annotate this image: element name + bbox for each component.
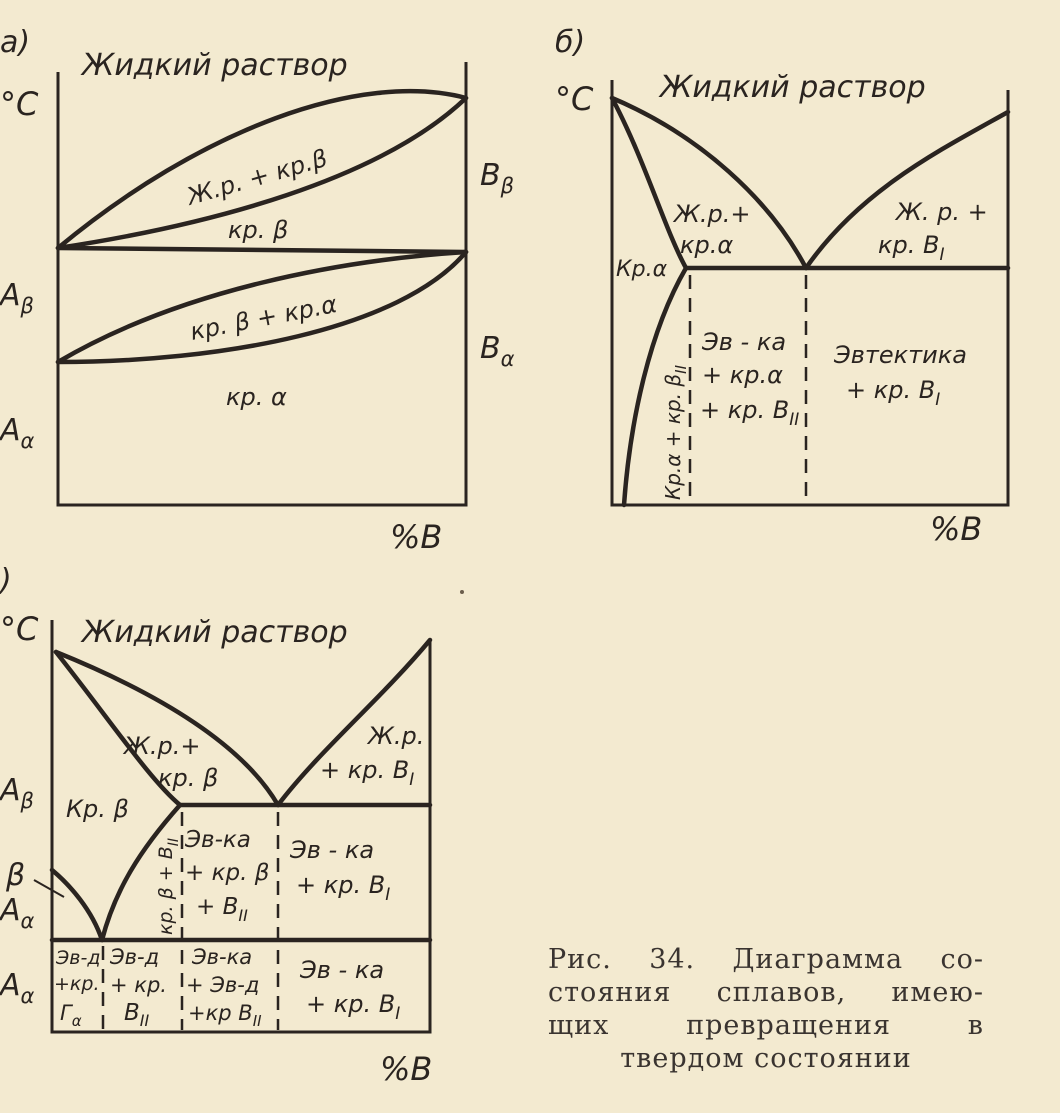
diagram-a-region-liquid-beta: Ж.р. + кр.β bbox=[183, 144, 331, 211]
diagram-a-x-label: %B bbox=[390, 518, 443, 556]
caption-line: щих превращения в bbox=[548, 1010, 984, 1041]
diagram-a-temp-unit: °C bbox=[0, 85, 39, 123]
diagram-b-liquid-B-2: кр. $B_I$ bbox=[878, 231, 945, 265]
diagram-c-liquid-B-2: + кр. $B_I$ bbox=[320, 756, 415, 790]
diagram-c-A-alpha-1: $A_\alpha$ bbox=[0, 893, 35, 933]
diagram-a-A-beta: $A_\beta$ bbox=[0, 278, 34, 318]
diagram-b-liquid-B-1: Ж. р. + bbox=[896, 198, 988, 226]
diagram-c-eutectoid-alpha-1: Эв-д bbox=[56, 947, 101, 969]
diagram-c-beta-pointer bbox=[34, 880, 64, 897]
diagram-b-eutectic-mix-2: + кр.α bbox=[702, 361, 783, 389]
diagram-b-liquid-alpha-2: кр.α bbox=[680, 231, 734, 259]
diagram-a-B-alpha: $B_\alpha$ bbox=[480, 331, 515, 371]
diagram-b-eutectic-mix-1: Эв - ка bbox=[702, 328, 787, 356]
diagram-c-liquid-label: Жидкий раствор bbox=[82, 615, 348, 650]
diagram-b-liquid-label: Жидкий раствор bbox=[660, 70, 926, 105]
diagram-c-eutectoid-alpha-2: +кр. bbox=[54, 973, 100, 995]
diagram-c-eutectic-B-1: Эв - ка bbox=[290, 836, 375, 864]
diagram-b-eutectic-B-1: Эвтектика bbox=[834, 341, 967, 369]
diagram-c-eut-B-2: + кр. $B_I$ bbox=[306, 990, 401, 1024]
diagram-c-eut-eutectoid-2: + Эв-д bbox=[186, 973, 260, 997]
diagram-c-eutectic-mix-1: Эв-ка bbox=[185, 827, 251, 853]
caption-line: твердом состоянии bbox=[620, 1043, 912, 1074]
diagram-c-label: ) bbox=[0, 563, 12, 598]
diagram-b-temp-unit: °C bbox=[555, 80, 594, 118]
diagram-b-alpha-plus-beta-vertical: Кр.α + кр. $\beta_{II}$ bbox=[661, 364, 690, 500]
diagram-a bbox=[0, 25, 515, 556]
diagram-b-alpha-region: Кр.α bbox=[616, 257, 668, 282]
diagram-c-temp-unit: °C bbox=[0, 610, 39, 648]
diagram-c-eutectoid-B-1: Эв-д bbox=[110, 945, 160, 969]
diagram-c-beta-region: Кр. β bbox=[66, 795, 129, 823]
diagram-a-label: а) bbox=[0, 25, 31, 60]
caption-line: стояния сплавов, имею- bbox=[548, 977, 984, 1008]
diagram-c-eutectoid-B-2: + кр. bbox=[110, 973, 167, 997]
diagram-c-eutectoid-alpha-3: $Г_\alpha$ bbox=[60, 1001, 82, 1030]
diagram-c-A-alpha-2: $A_\alpha$ bbox=[0, 968, 35, 1008]
diagram-c-beta-plus-B-vertical: кр. $\beta + B_{II}$ bbox=[155, 837, 182, 935]
diagram-c-eutectic-mix-3: + $B_{II}$ bbox=[196, 894, 248, 925]
diagram-c-eutectic-B-2: + кр. $B_I$ bbox=[296, 871, 391, 905]
diagram-c-beta-mark: β bbox=[6, 858, 26, 893]
diagram-c-x-label: %B bbox=[380, 1050, 433, 1088]
diagram-b-x-label: %B bbox=[930, 510, 983, 548]
diagram-a-B-beta: $B_\beta$ bbox=[480, 158, 514, 198]
diagram-c-eut-B-1: Эв - ка bbox=[300, 956, 385, 984]
diagram-b-solidus bbox=[612, 98, 686, 268]
figure-caption bbox=[548, 943, 984, 1075]
diagram-c-eut-eutectoid-3: +кр $B_{II}$ bbox=[188, 1001, 262, 1030]
diagram-c-eutectic-mix-2: + кр. β bbox=[185, 860, 270, 886]
diagram-a-region-beta-alpha: кр. β + кр.α bbox=[187, 290, 340, 346]
diagram-a-A-alpha: $A_\alpha$ bbox=[0, 413, 35, 453]
diagram-c bbox=[0, 563, 432, 1088]
diagram-c-beta-alpha-curve bbox=[52, 870, 102, 940]
diagram-a-beta-boundary bbox=[58, 248, 466, 252]
diagram-b bbox=[555, 25, 1008, 548]
diagram-c-eut-eutectoid-1: Эв-ка bbox=[192, 945, 253, 969]
diagram-b-eutectic-B-2: + кр. $B_I$ bbox=[846, 376, 941, 410]
diagram-b-eutectic-mix-3: + кр. $B_{II}$ bbox=[700, 396, 800, 430]
diagram-a-region-alpha: кр. α bbox=[226, 383, 287, 411]
diagram-a-region-beta: кр. β bbox=[228, 216, 289, 244]
diagram-b-label: б) bbox=[555, 25, 586, 60]
diagram-c-A-beta: $A_\beta$ bbox=[0, 773, 34, 813]
diagram-a-liquid-label: Жидкий раствор bbox=[82, 48, 348, 83]
diagram-c-liquid-beta-2: кр. β bbox=[158, 764, 219, 792]
diagram-b-liquid-alpha-1: Ж.р.+ bbox=[674, 200, 751, 228]
scan-speck bbox=[460, 590, 464, 594]
diagram-c-liquid-beta-1: Ж.р.+ bbox=[124, 732, 201, 760]
diagram-c-liquid-B-1: Ж.р. bbox=[368, 722, 425, 750]
diagram-c-eutectoid-B-3: $B_{II}$ bbox=[124, 1000, 150, 1030]
caption-line: Рис. 34. Диаграмма со- bbox=[548, 944, 984, 975]
